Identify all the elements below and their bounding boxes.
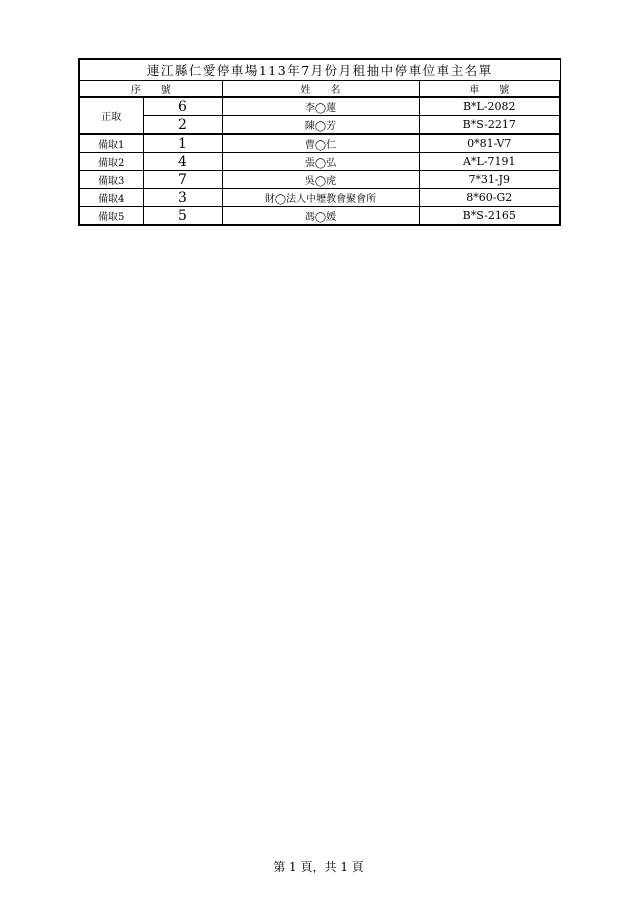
draw-number: 4 xyxy=(143,153,222,171)
winners-table xyxy=(78,58,561,226)
owner-name: 曹◯仁 xyxy=(222,134,419,153)
header-seq: 序 號 xyxy=(79,81,222,98)
owner-name: 財◯法人中壢教會聚會所 xyxy=(222,189,419,207)
title-row xyxy=(79,59,560,81)
table-title: 連江縣仁愛停車場113年7月份月租抽中停車位車主名單 xyxy=(79,59,560,81)
table-row xyxy=(79,153,560,171)
alternate-label: 備取4 xyxy=(79,189,143,207)
plate-number: B*S-2165 xyxy=(419,207,560,226)
page-footer: 第 1 頁，共 1 頁 xyxy=(273,860,364,874)
plate-number: A*L-7191 xyxy=(419,153,560,171)
alternate-label: 備取2 xyxy=(79,153,143,171)
alternate-label: 備取1 xyxy=(79,134,143,153)
header-name: 姓 名 xyxy=(222,81,419,98)
owner-name: 張◯弘 xyxy=(222,153,419,171)
draw-number: 5 xyxy=(143,207,222,226)
draw-number: 1 xyxy=(143,134,222,153)
table-row xyxy=(79,97,560,116)
owner-name: 吳◯虎 xyxy=(222,171,419,189)
owner-name: 陳◯芳 xyxy=(222,116,419,135)
main-group-label: 正取 xyxy=(79,97,143,134)
plate-number: B*L-2082 xyxy=(419,97,560,116)
table-row xyxy=(79,134,560,153)
plate-number: 0*81-V7 xyxy=(419,134,560,153)
draw-number: 3 xyxy=(143,189,222,207)
plate-number: 8*60-G2 xyxy=(419,189,560,207)
table-row xyxy=(79,171,560,189)
alternate-label: 備取5 xyxy=(79,207,143,226)
draw-number: 6 xyxy=(143,97,222,116)
owner-name: 李◯蓮 xyxy=(222,97,419,116)
alternate-label: 備取3 xyxy=(79,171,143,189)
owner-name: 馮◯媛 xyxy=(222,207,419,226)
header-plate: 車 號 xyxy=(419,81,560,98)
table-row xyxy=(79,189,560,207)
draw-number: 2 xyxy=(143,116,222,135)
plate-number: 7*31-J9 xyxy=(419,171,560,189)
table-row xyxy=(79,207,560,226)
plate-number: B*S-2217 xyxy=(419,116,560,135)
table-row xyxy=(79,116,560,135)
draw-number: 7 xyxy=(143,171,222,189)
header-row xyxy=(79,81,560,98)
